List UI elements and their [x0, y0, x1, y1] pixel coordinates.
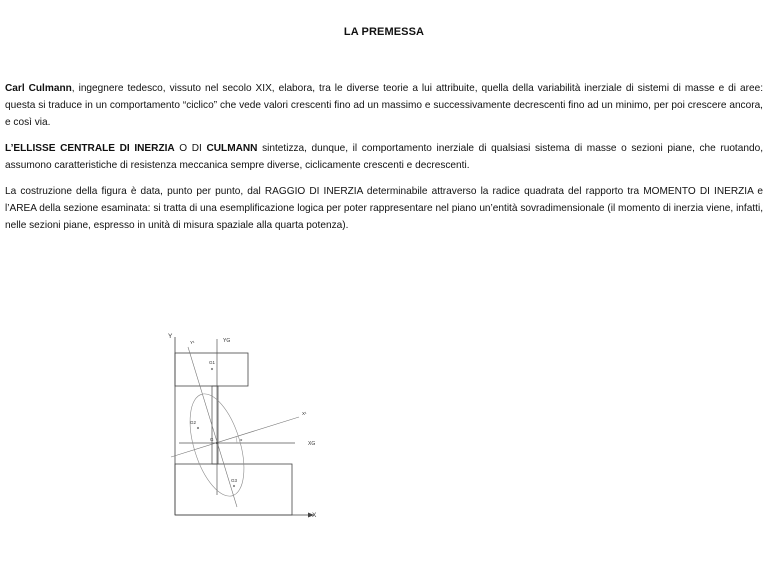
x1-axis-label: X¹ — [302, 411, 307, 416]
y1-axis — [188, 347, 237, 507]
x-axis-label: X — [312, 512, 317, 519]
inertia-ellipse-figure — [165, 325, 325, 525]
ellipse-term: L’ELLISSE CENTRALE DI INERZIA — [5, 143, 175, 154]
angle-label: α — [240, 437, 243, 442]
paragraph-ellipse-definition — [5, 140, 763, 174]
g2-label: G2 — [190, 420, 197, 425]
g3-point — [233, 485, 235, 487]
g1-label: G1 — [209, 360, 216, 365]
section-diagram — [165, 325, 325, 525]
paragraph-2-text: sintetizza, dunque, il comportamento inerziale di qualsiasi sistema di masse o sezioni piane, che ruotando, assumono caratteristiche di resistenza meccanica sempre diverse, ciclicamente crescenti e decrescenti. — [5, 143, 763, 171]
yg-axis-label: YG — [223, 338, 231, 344]
page-title: LA PREMESSA — [343, 26, 425, 38]
bottom-rectangle — [175, 464, 292, 515]
xg-axis-label: XG — [308, 441, 316, 447]
rotation-angle-arc — [236, 437, 237, 443]
g1-point — [211, 368, 213, 370]
y-axis-label: Y — [168, 333, 173, 340]
centroid-label: G — [210, 437, 214, 442]
g2-point — [197, 427, 199, 429]
culmann-name: Carl Culmann — [5, 83, 72, 94]
culmann-term: CULMANN — [206, 143, 258, 154]
paragraph-2-connector: O DI — [174, 143, 207, 154]
paragraph-1-text: , ingegnere tedesco, vissuto nel secolo XIX, elabora, tra le diverse teorie a lui attribuite, quella della variabilità inerziale di sistemi di masse e di aree: questa si traduce in un comportamento “ciclico” che vede valori crescenti fino ad un massimo e successivamente decrescenti fino ad un minimo, per poi crescere ancora, e così via. — [5, 83, 763, 128]
g3-label: G3 — [231, 478, 238, 483]
paragraph-culmann-intro — [5, 80, 763, 131]
paragraph-construction: La costruzione della figura è data, punto per punto, dal RAGGIO DI INERZIA determinabile attraverso la radice quadrata del rapporto tra MOMENTO DI INERZIA e l’AREA della sezione esaminata: si tratta di una esemplificazione logica per poter rappresentare nel piano un’entità sovradimensionale (il momento di inerzia viene, infatti, nelle sezioni piane, espresso in unità di misura spaziale alla quarta potenza). — [5, 186, 763, 231]
centroid-point — [216, 442, 218, 444]
y1-axis-label: Y¹ — [190, 340, 195, 345]
